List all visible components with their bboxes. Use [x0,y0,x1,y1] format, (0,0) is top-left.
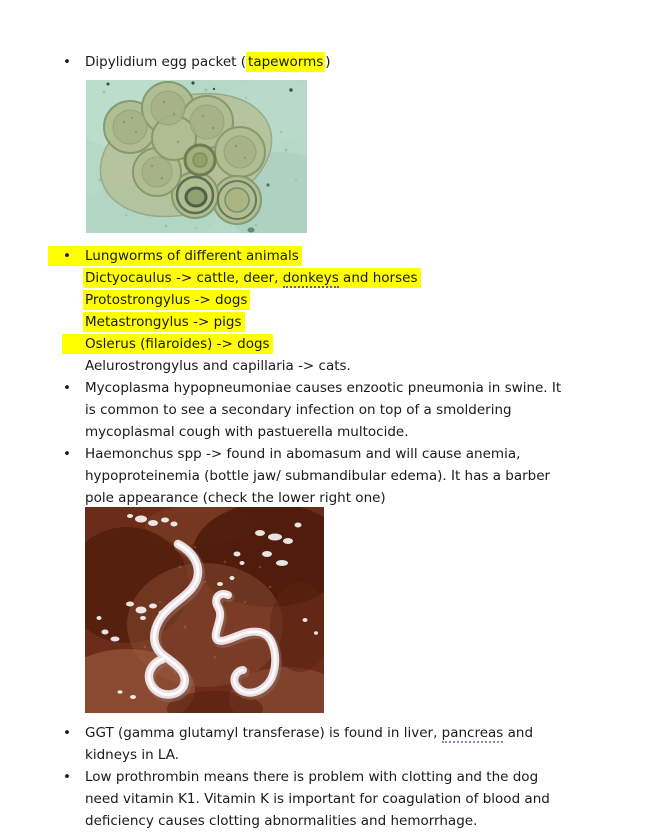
lungworm-line-metastrongylus: Metastrongylus -> pigs [85,311,668,333]
bullet-item-prothrombin [85,766,668,832]
lungworms-title-text: Lungworms of different animals [85,248,299,264]
worms-svg [85,507,324,713]
ggt-text-prefix: GGT (gamma glutamyl transferase) is found in liver, [85,725,442,741]
worms-image[interactable] [85,507,324,713]
paragraph-line: is common to see a secondary infection on top of a smoldering [85,402,512,418]
bullet-item-haemonchus [85,443,668,509]
paragraph-line [85,722,668,744]
lungworm-line-protostrongylus: Protostrongylus -> dogs [85,289,668,311]
tissue-shading [85,507,324,713]
paragraph-line: need vitamin K1. Vitamin K is important for coagulation of blood and [85,791,550,807]
paragraph-line: • Haemonchus spp -> found in abomasum and will cause anemia, [85,446,521,462]
lungworm-line-dictyocaulus [85,267,668,289]
bullet-item-dipylidium [85,51,668,73]
misspelled-word-pancreas: pancreas [441,725,504,741]
paragraph-line: hypoproteinemia (bottle jaw/ submandibular edema). It has a barber [85,468,551,484]
paragraph-line: • Mycoplasma hypopneumoniae causes enzootic pneumonia in swine. It [85,380,562,396]
bullet-item-ggt [85,722,668,766]
paragraph-line: deficiency causes clotting abnormalities and hemorrhage. [85,813,478,829]
lungworm-line-oslerus: Oslerus (filaroides) -> dogs [85,333,668,355]
bullet-item-lungworms [85,245,668,377]
bullet-item-mycoplasma [85,377,668,443]
egg-packet-image[interactable] [86,80,307,233]
tapeworms-highlight: tapeworms [248,54,324,70]
misspelled-word-donkeys: donkeys [282,270,339,286]
paragraph-line: pole appearance (check the lower right one) [85,490,386,506]
paragraph-line: mycoplasmal cough with pastuerella multocide. [85,424,409,440]
dipylidium-text-suffix: ) [325,54,331,70]
dipylidium-text-prefix: Dipylidium egg packet ( [85,54,247,70]
lungworms-title-highlight [48,246,302,266]
bullet-marker [63,245,85,267]
lungworm-line-aelurostrongylus: Aelurostrongylus and capillaria -> cats. [85,358,351,374]
dictyocaulus-text-suffix: and horses [338,270,418,286]
paragraph-line: kidneys in LA. [85,747,180,763]
lungworms-title-line [85,245,668,267]
dictyocaulus-text: Dictyocaulus -> cattle, deer, [85,270,283,286]
egg-packet-svg [86,80,307,233]
paragraph-line: • Low prothrombin means there is problem with clotting and the dog [85,769,539,785]
ggt-text-suffix: and [503,725,534,741]
